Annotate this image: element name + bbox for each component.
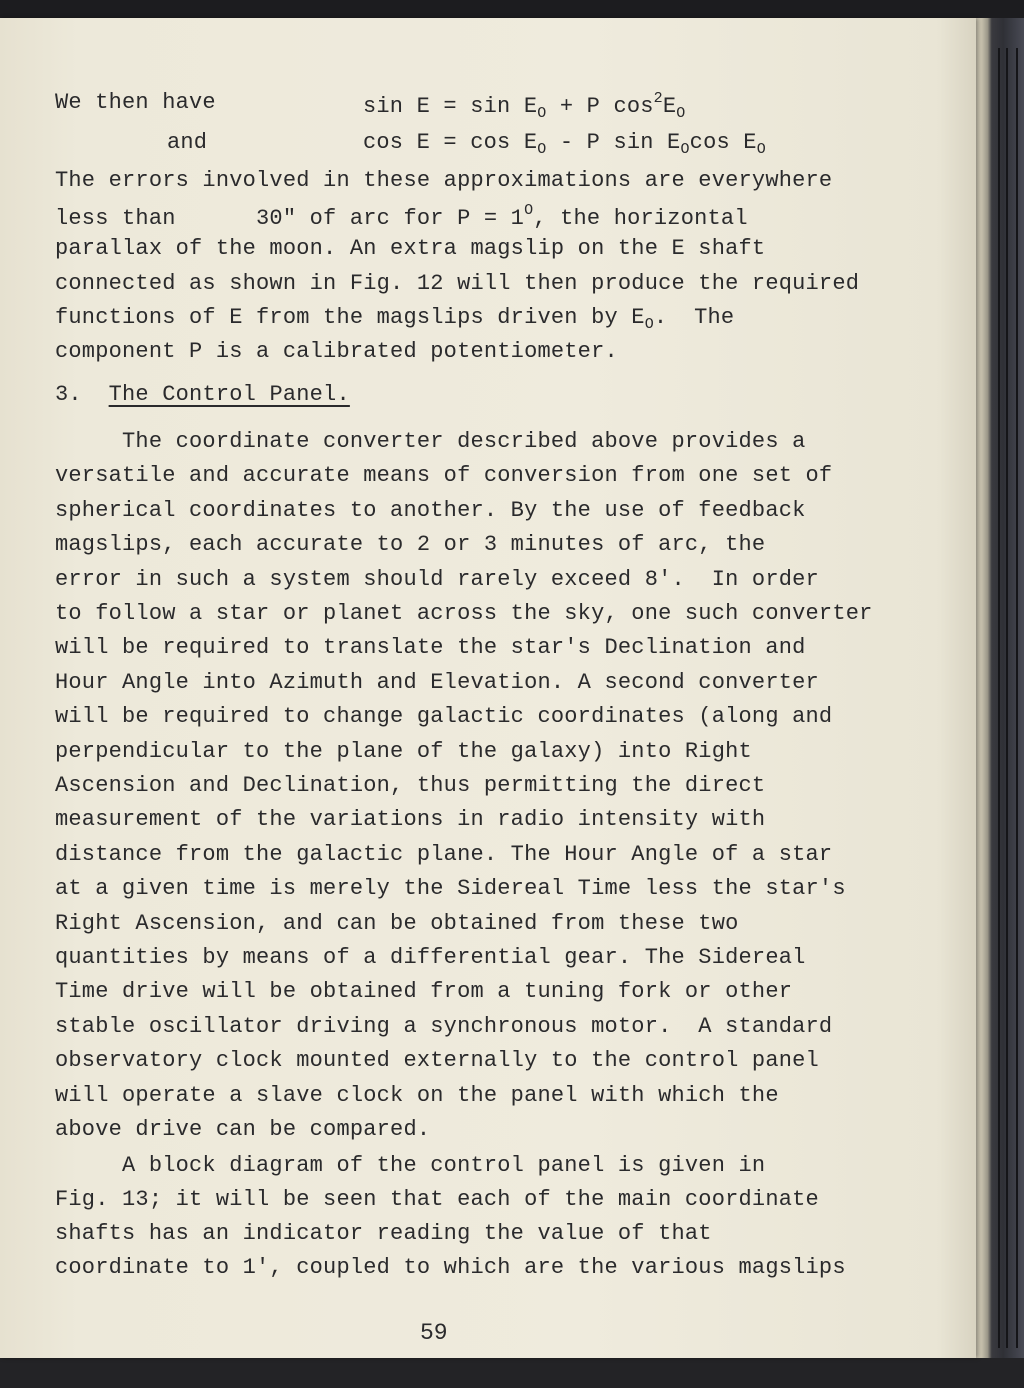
para2-line-9: will be required to change galactic coordinates (along and [55,704,833,730]
equation-and: and [167,130,208,155]
para2-line-7: will be required to translate the star's Declination and [55,635,806,661]
para2-line-8: Hour Angle into Azimuth and Elevation. A second converter [55,669,819,695]
para2-line-16: quantities by means of a differential gear. The Sidereal [55,945,806,970]
para1-line-1: The errors involved in these approximations are everywhere [55,168,833,193]
bottom-edge [0,1358,1024,1388]
para3-line-4: coordinate to 1', coupled to which are the various magslips [55,1255,846,1280]
para1-line-6: component P is a calibrated potentiometer. [55,339,618,364]
para2-line-3: spherical coordinates to another. By the use of feedback [55,497,806,523]
equation-1: $\sin E = \sin E_O + P$ $\cos^2E_O$ [363,90,686,122]
para2-line-1: The coordinate converter described above provides a [55,429,806,454]
para2-line-2: versatile and accurate means of conversion from one set of [55,463,833,489]
equation-2: $\cos E = \cos E_O - P$ $\sin E_O\cos$ $E_O$ [363,130,766,158]
para2-line-13: distance from the galactic plane. The Hour Angle of a star [55,841,833,867]
section-heading [55,382,350,407]
para2-line-4: magslips, each accurate to 2 or 3 minutes of arc, the [55,532,766,558]
para1-line-4: connected as shown in Fig. 12 will then produce the required [55,271,860,296]
para2-line-20: will operate a slave clock on the panel with which the [55,1082,779,1108]
para2-line-5: error in such a system should rarely exceed 8'. In order [55,566,819,592]
para2-line-21: above drive can be compared. [55,1117,431,1142]
para3-line-1: A block diagram of the control panel is given in [55,1153,766,1178]
para3-line-3: shafts has an indicator reading the value of that [55,1221,712,1246]
document-page [0,18,976,1358]
para3-line-2: Fig. 13; it will be seen that each of the main coordinate [55,1187,819,1212]
section-title: The Control Panel. [108,382,350,407]
para2-line-12: measurement of the variations in radio intensity with [55,807,766,833]
para2-line-11: Ascension and Declination, thus permitting the direct [55,773,766,798]
top-edge [0,0,1024,18]
para1-line-3: parallax of the moon. An extra magslip on the E shaft [55,236,766,261]
para1-line-5: functions of E from the magslips driven by $E_O$. The [55,305,735,333]
book-spine [972,18,1024,1368]
para2-line-14: at a given time is merely the Sidereal Time less the star's [55,876,846,902]
para2-line-18: stable oscillator driving a synchronous motor. A standard [55,1013,833,1039]
para2-line-15: Right Ascension, and can be obtained from these two [55,910,739,936]
equation-line-1 [55,90,686,122]
equation-intro: We then have [55,90,216,115]
section-number: 3. [55,382,82,407]
para2-line-6: to follow a star or planet across the sky, one such converter [55,601,873,626]
para2-line-10: perpendicular to the plane of the galaxy) into Right [55,738,752,764]
para2-line-19: observatory clock mounted externally to the control panel [55,1048,819,1074]
page-number: 59 [420,1320,448,1346]
para2-line-17: Time drive will be obtained from a tuning fork or other [55,979,793,1005]
para1-line-2: less than 30" of arc for $P = 1^O$, the horizontal [55,202,748,231]
